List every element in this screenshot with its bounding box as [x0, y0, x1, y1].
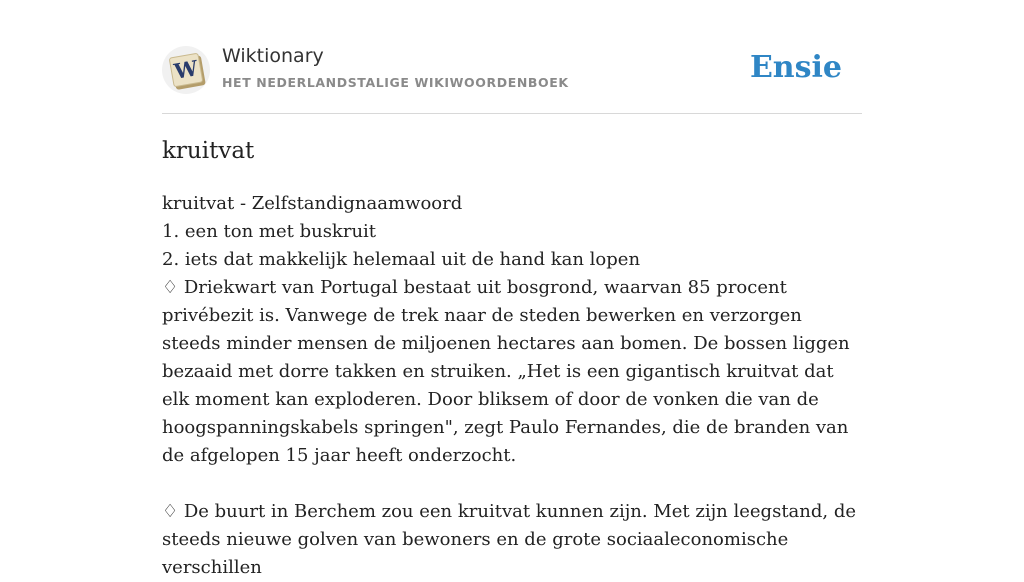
definition-2: 2. iets dat makkelijk helemaal uit de hand kan lopen: [162, 249, 641, 270]
entry-content: [162, 190, 866, 582]
entry-heading: kruitvat - Zelfstandignaamwoord: [162, 193, 463, 214]
page-title: kruitvat: [162, 138, 255, 164]
example-1: ♢ Driekwart van Portugal bestaat uit bosgrond, waarvan 85 procent privébezit is. Vanwege de trek naar de steden bewerken en verzorgen steeds minder mensen de miljoenen hectares aan bomen. De bossen liggen bezaaid met dorre takken en struiken. „Het is een gigantisch kruitvat dat elk moment kan exploderen. Door bliksem of door de vonken die van de hoogspanningskabels springen", zegt Paulo Fernandes, die de branden van de afgelopen 15 jaar heeft onderzocht.: [162, 277, 850, 466]
ensie-logo[interactable]: Ensie: [749, 50, 842, 85]
site-header: [162, 0, 862, 114]
example-2: ♢ De buurt in Berchem zou een kruitvat kunnen zijn. Met zijn leegstand, de steeds nieuwe golven van bewoners en de grote sociaaleconomische verschillen: [162, 501, 857, 578]
definition-1: 1. een ton met buskruit: [162, 221, 377, 242]
page-container: [162, 0, 862, 578]
wiktionary-logo[interactable]: [162, 46, 210, 94]
paragraph-gap: [162, 470, 866, 498]
site-subtitle: HET NEDERLANDSTALIGE WIKIWOORDENBOEK: [222, 75, 569, 90]
wiktionary-tile-icon: W: [169, 53, 204, 88]
site-name[interactable]: Wiktionary: [222, 45, 324, 67]
